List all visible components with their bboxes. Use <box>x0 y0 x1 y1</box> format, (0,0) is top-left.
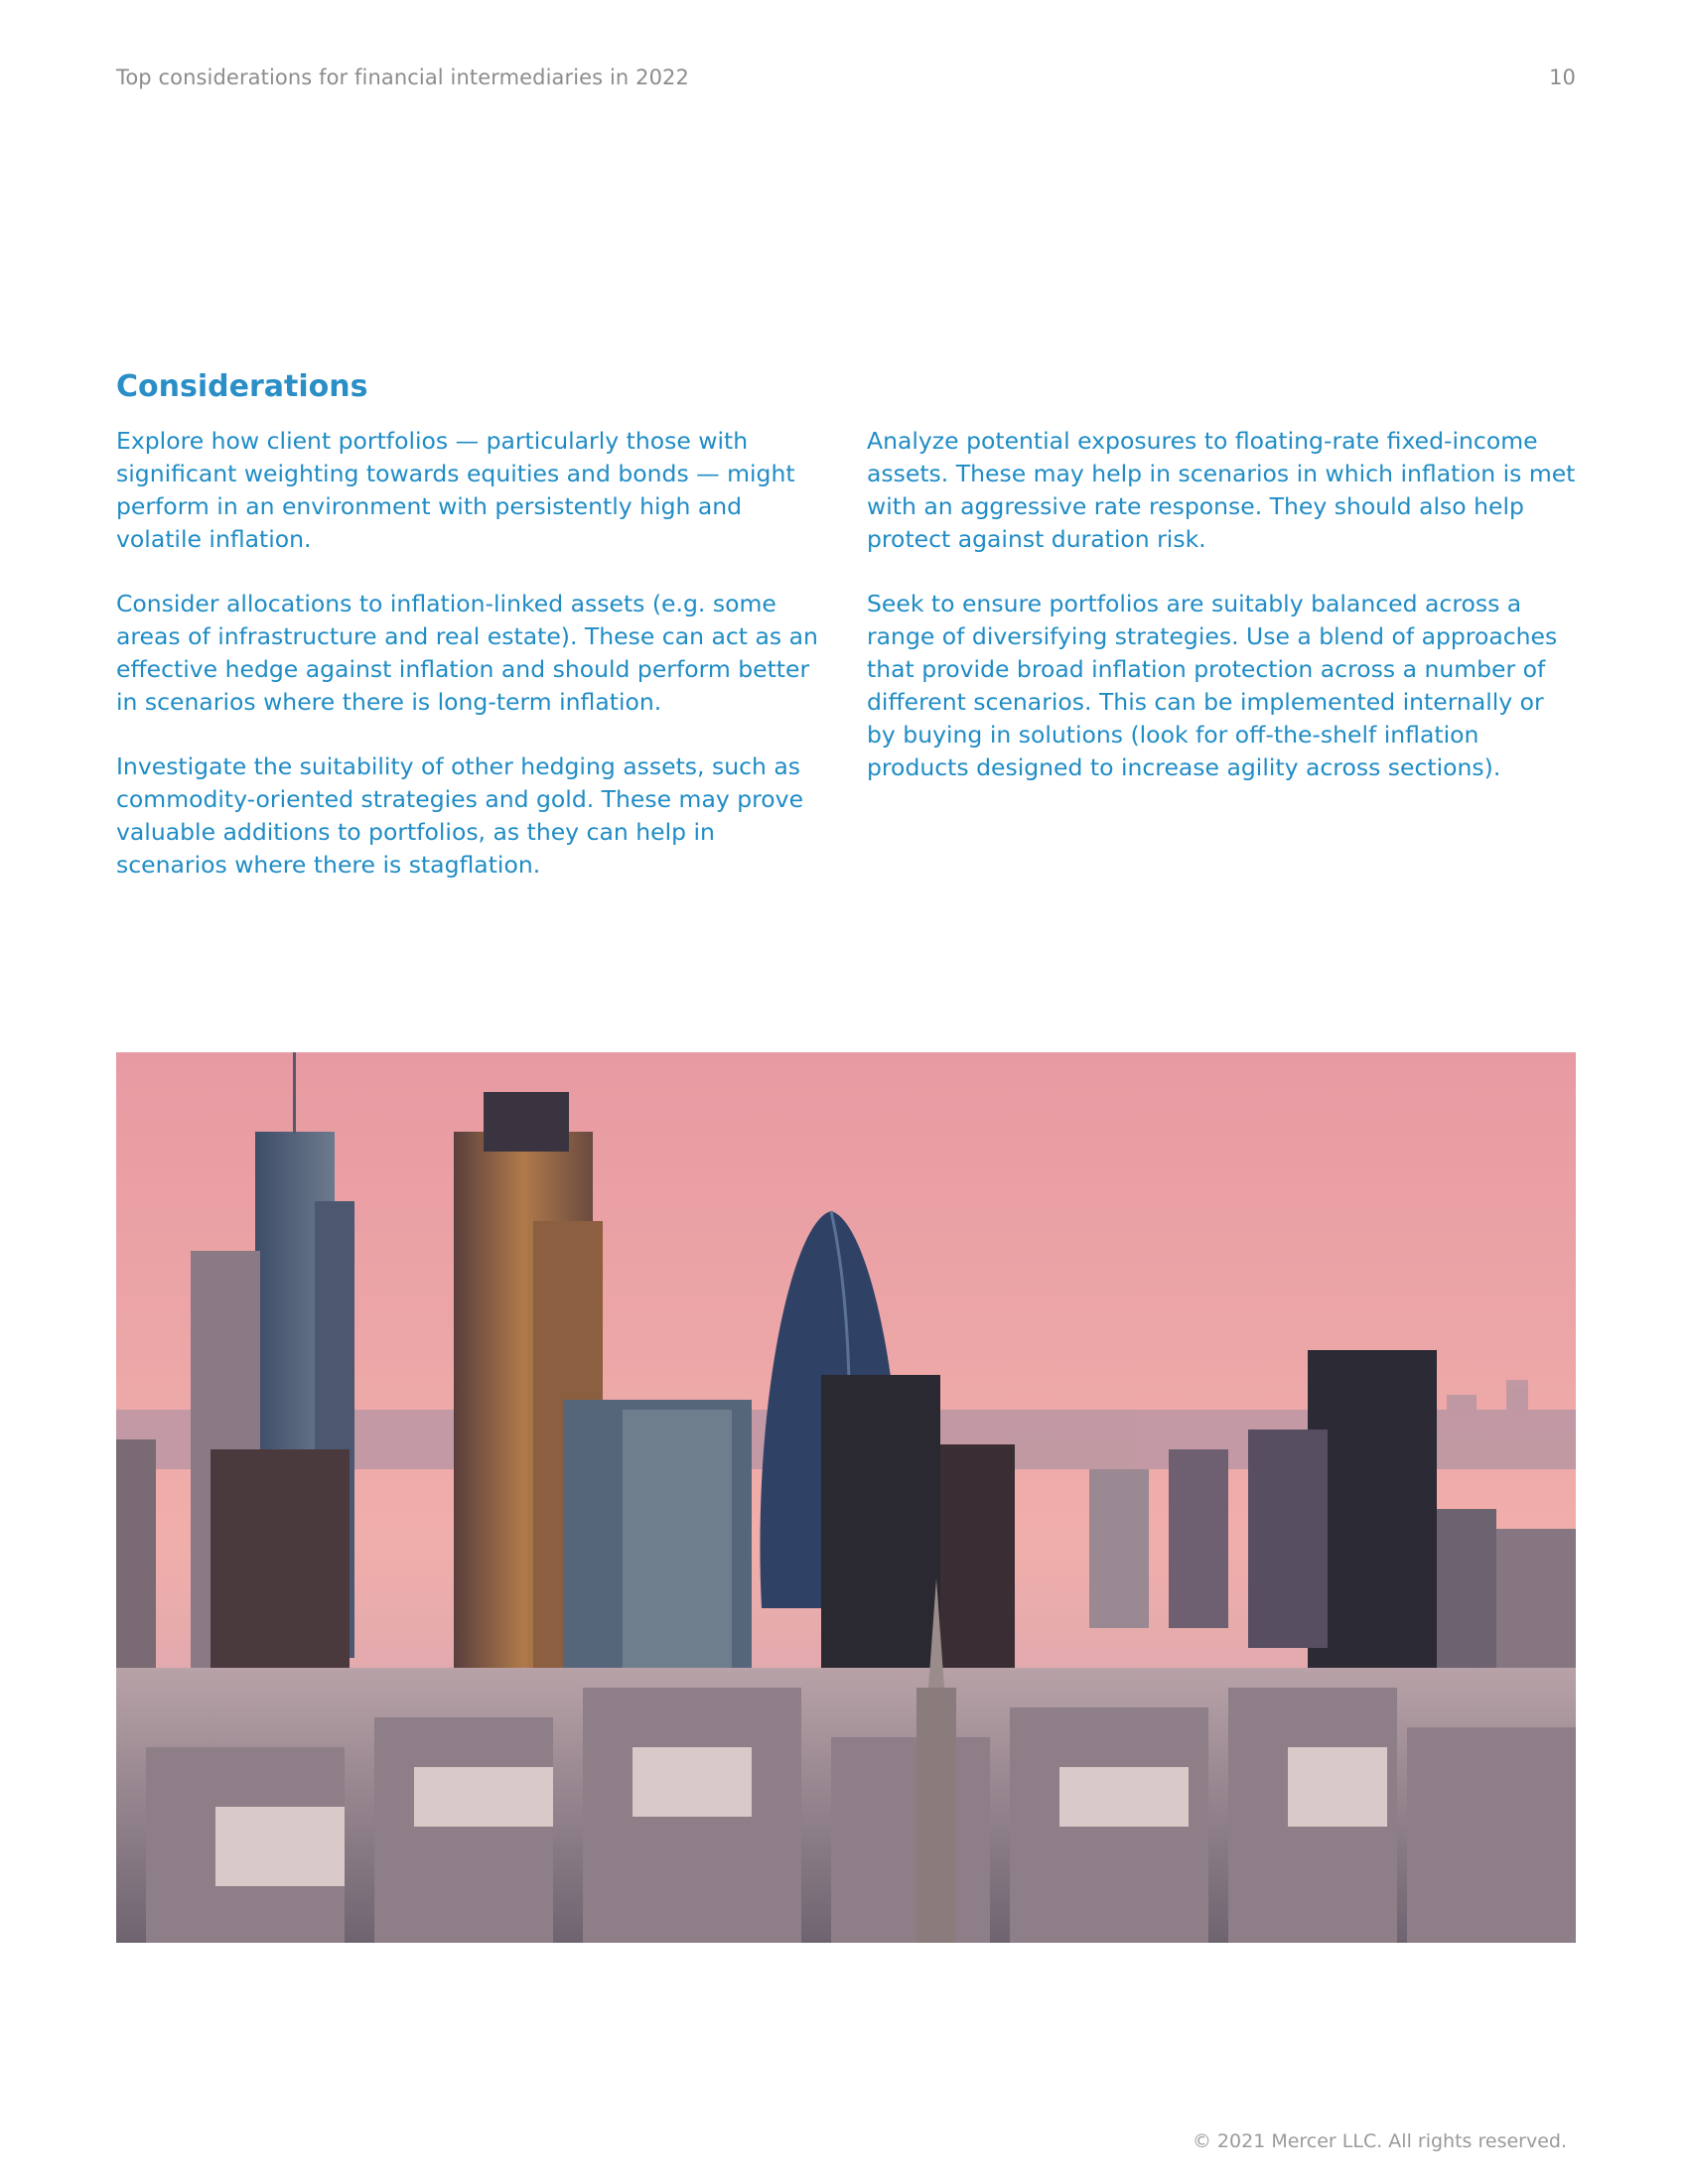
right-column <box>867 425 1576 913</box>
consideration-paragraph: Investigate the suitability of other hedging assets, such as commodity-oriented strategies and gold. These may prove valuable additions to portfolios, as they can help in scenarios where there is stagflation. <box>116 752 804 879</box>
running-header <box>116 66 1576 89</box>
skyline-illustration <box>116 1052 1576 1943</box>
considerations-columns <box>116 425 1576 913</box>
left-column <box>116 425 825 913</box>
consideration-paragraph: Analyze potential exposures to floating-rate fixed-income assets. These may help in scenarios in which inflation is met with an aggressive rate response. They should also help protect against duration risk. <box>867 427 1576 553</box>
document-title: Top considerations for financial intermediaries in 2022 <box>116 66 689 89</box>
consideration-paragraph: Seek to ensure portfolios are suitably balanced across a range of diversifying strategies. Use a blend of approaches that provide broad inflation protection across a number of different scenarios. This can be implemented internally or by buying in solutions (look for off-the-shelf inflation products designed to increase agility across sections). <box>867 590 1558 781</box>
city-skyline-photo <box>116 1052 1576 1943</box>
section-title: Considerations <box>116 369 368 404</box>
consideration-paragraph: Explore how client portfolios — particularly those with significant weighting towards equities and bonds — might perform in an environment with persistently high and volatile inflation. <box>116 427 795 553</box>
page-number: 10 <box>1549 66 1576 89</box>
consideration-paragraph: Consider allocations to inflation-linked assets (e.g. some areas of infrastructure and real estate). These can act as an effective hedge against inflation and should perform better in scenarios where there is long-term inflation. <box>116 590 818 716</box>
copyright-footer: © 2021 Mercer LLC. All rights reserved. <box>1192 2130 1567 2152</box>
